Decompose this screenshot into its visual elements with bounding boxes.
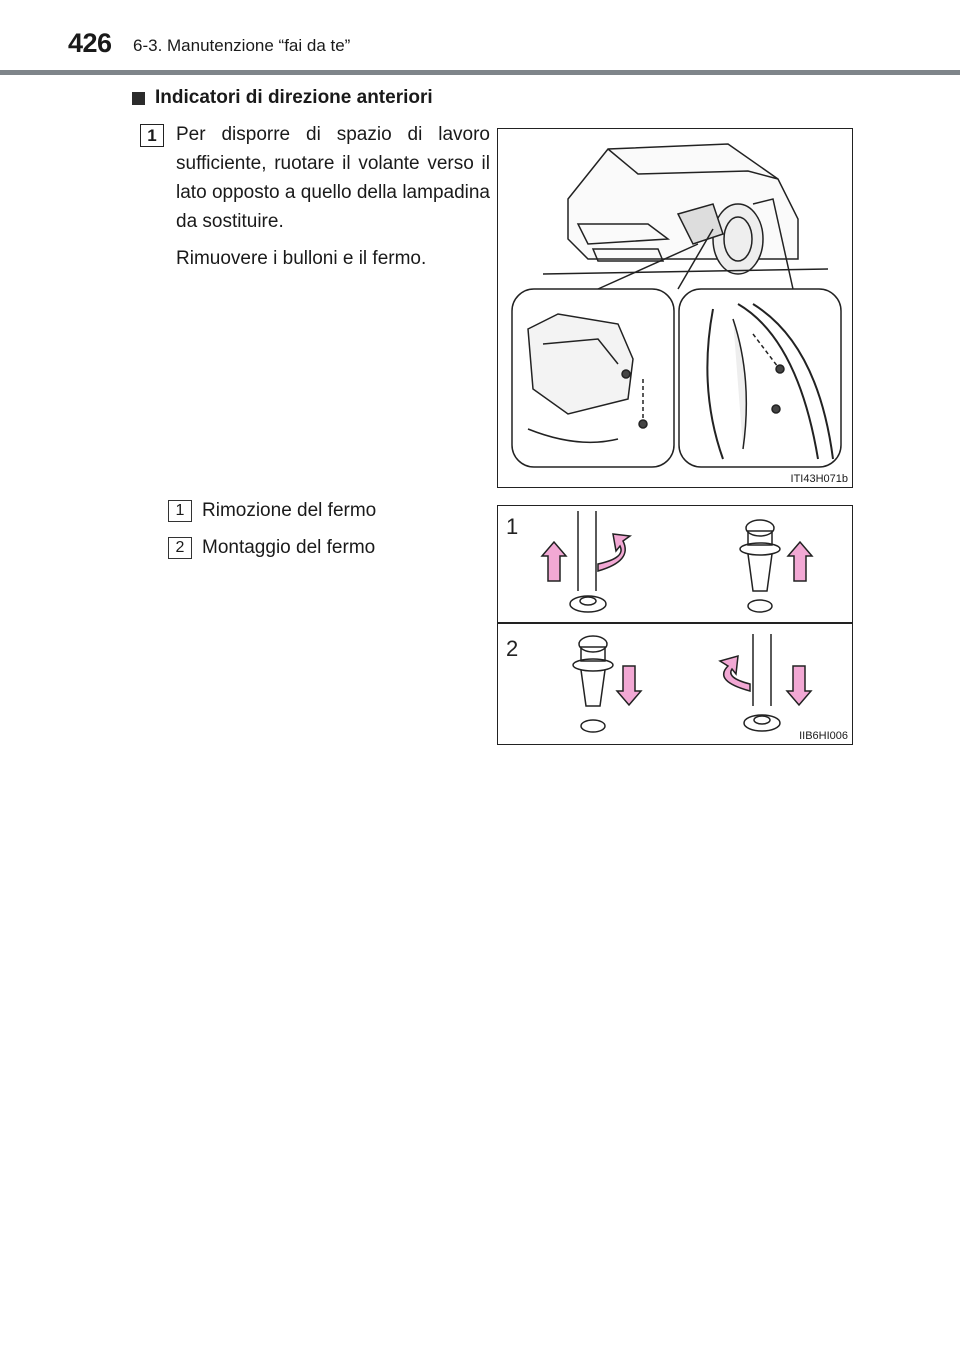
section-heading — [132, 87, 433, 109]
clip-illustration — [498, 506, 852, 744]
header-rule — [0, 70, 960, 75]
item-number-badge: 2 — [168, 537, 192, 559]
clip-figure-label-2: 2 — [506, 636, 519, 661]
figure-clip-code: IIB6HI006 — [799, 730, 848, 742]
page-number: 426 — [68, 28, 112, 58]
item-label: Montaggio del fermo — [202, 537, 376, 558]
clip-figure-label-1: 1 — [506, 514, 519, 539]
section-title: Indicatori di direzione anteriori — [155, 87, 433, 108]
item-label: Rimozione del fermo — [202, 500, 377, 521]
figure-clip — [497, 505, 853, 745]
step-number-box: 1 — [140, 124, 164, 147]
list-item-remove — [168, 500, 376, 522]
section-square-icon — [132, 92, 145, 105]
car-illustration — [498, 129, 852, 469]
figure-car — [497, 128, 853, 488]
step-paragraph-2: Rimuovere i bulloni e il fermo. — [176, 248, 427, 269]
step-paragraph: Per disporre di spazio di lavoro sufficiente, ruotare il volante verso il lato opposto a quello della lampadina da sostituire. — [176, 124, 490, 232]
list-item-install — [168, 537, 375, 559]
item-number-badge: 1 — [168, 500, 192, 522]
figure-car-code: ITI43H071b — [790, 473, 848, 485]
chapter-title: 6-3. Manutenzione “fai da te” — [133, 36, 351, 55]
